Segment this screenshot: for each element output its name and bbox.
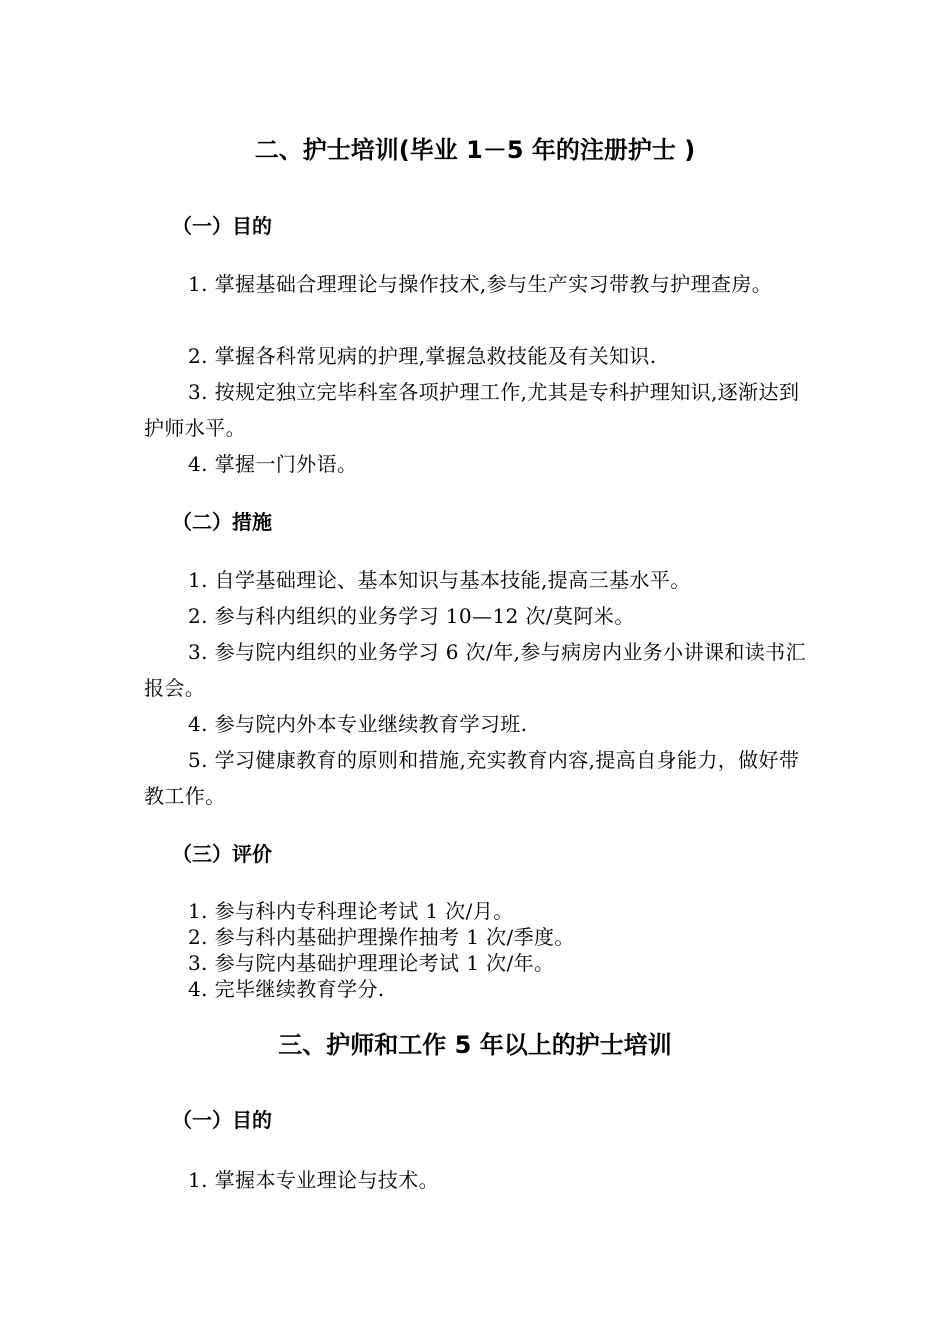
section-2-evaluation-heading: （三）评价 <box>172 842 272 866</box>
section-2-measures-item-5: 5. 学习健康教育的原则和措施,充实教育内容,提高自身能力，做好带教工作。 <box>144 748 800 808</box>
section-2-measures-item-4: 4. 参与院内外本专业继续教育学习班. <box>188 712 528 736</box>
section-2-measures-item-3: 3. 参与院内组织的业务学习 6 次/年,参与病房内业务小讲课和读书汇报会。 <box>144 640 806 700</box>
section-3-goal-heading: （一）目的 <box>172 1108 272 1132</box>
section-2-title: 二、护士培训(毕业 1－5 年的注册护士 ) <box>254 136 696 164</box>
section-2-evaluation-item-3: 3. 参与院内基础护理理论考试 1 次/年。 <box>188 951 555 975</box>
section-2-measures-item-1: 1. 自学基础理论、基本知识与基本技能,提高三基水平。 <box>188 568 691 592</box>
section-2-goal-item-4: 4. 掌握一门外语。 <box>188 452 358 476</box>
section-2-goal-item-1: 1. 掌握基础合理理论与操作技术,参与生产实习带教与护理查房。 <box>188 272 773 296</box>
section-2-goal-heading: （一）目的 <box>172 214 272 238</box>
section-2-evaluation-item-1: 1. 参与科内专科理论考试 1 次/月。 <box>188 899 514 923</box>
section-2-goal-item-2: 2. 掌握各科常见病的护理,掌握急救技能及有关知识. <box>188 344 657 368</box>
section-2-measures-item-2: 2. 参与科内组织的业务学习 10—12 次/莫阿米。 <box>188 604 635 628</box>
section-2-goal-item-3: 3. 按规定独立完毕科室各项护理工作,尤其是专科护理知识,逐渐达到护师水平。 <box>144 380 800 440</box>
section-3-goal-item-1: 1. 掌握本专业理论与技术。 <box>188 1168 440 1192</box>
section-2-evaluation-item-4: 4. 完毕继续教育学分. <box>188 977 385 1001</box>
section-3-title: 三、护师和工作 5 年以上的护士培训 <box>278 1031 672 1059</box>
section-2-measures-heading: （二）措施 <box>172 510 272 534</box>
section-2-evaluation-item-2: 2. 参与科内基础护理操作抽考 1 次/季度。 <box>188 925 575 949</box>
